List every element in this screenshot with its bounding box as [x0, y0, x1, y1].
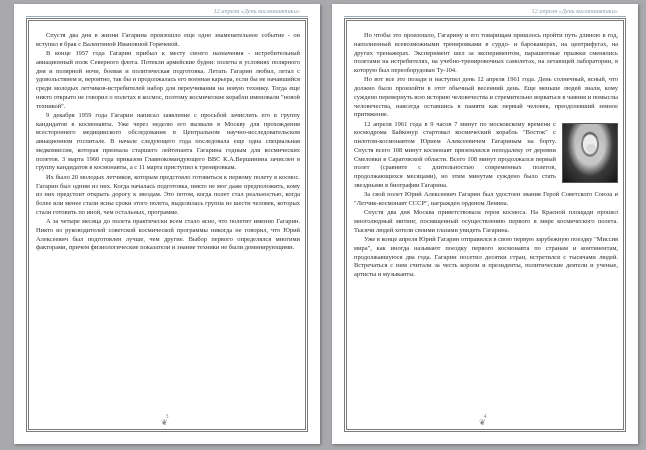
paragraph: А за четыре месяца до полета практически всем стало ясно, что полетит именно Гагарин. Никто из руководителей советской космической программы никогда не говорил, что Юрий Алексеевич был подготовлен лучше, чем другие. Выбор первого определялся многими факторами, причем физиологические показатели и знание техники не были доминирующими.: [36, 218, 300, 252]
running-header: 12 апреля «День космонавтики»: [531, 8, 618, 15]
paragraph: Но вот все это позади и наступил день 12 апреля 1961 года. День солнечный, ясный, что должно было произойти в этот обычный весенний день. Еще меньше людей знали, кому суждено перевернуть всю историю человечества и стремительно ворваться в чаяния и помыслы человечества, навсегда оставшись в памяти как первый человек, преодолевший земное притяжение.: [354, 76, 618, 119]
paragraph: Спустя два дня Москва приветствовала героя космоса. На Красной площади прошел многолюдный митинг, посвященный осуществлению первого в мире космического полета. Тысячи людей хотели своими глазами увидеть Гагарина.: [354, 209, 618, 234]
paragraph: В конце 1957 года Гагарин прибыл к месту своего назначения - истребительный авиационный полк Северного флота. Потекли армейские будни: полеты в условиях полярного дня и полярной ночи, боевая и политическая подготовка. Летать Гагарин любил, летал с удовольствием и, вероятно, так бы и продолжалась его военная карьера, если бы не начавшийся среди молодых летчиков-истребителей набор для переучивания на новую технику. Тогда еще никто открыто не говорил о полетах в космос, поэтому космические корабли именовали "новой техникой".: [36, 50, 300, 110]
page-body: [354, 32, 618, 281]
footer-ornament-icon: ❦: [161, 418, 168, 427]
page-number: 3: [165, 414, 169, 420]
paragraph: 12 апреля 1961 года в 9 часов 7 минут по московскому времени с космодрома Байконур стартовал космический корабль "Восток" с пилотом-космонавтом Юрием Алексеевичем Гагариным на борту. Спустя всего 108 минут космонавт приземлился неподалеку от деревни Смеловки в Саратовской области. Всего 108 минут продолжался первый полет (сравните с длительностью современных полетов, продолжающихся месяцами), но этим минутам суждено было стать звездными в биографии Гагарина.: [354, 120, 556, 189]
gagarin-portrait-photo: [562, 123, 618, 183]
header-rule: [344, 16, 626, 17]
paragraph: Спустя два дня в жизни Гагарина произошло еще одно знаменательное событие - он вступил в брак с Валентиной Ивановной Горячевой.: [36, 32, 300, 48]
running-header: 12 апреля «День космонавтики»: [213, 8, 300, 15]
paragraph: За свой полет Юрий Алексеевич Гагарин был удостоен звания Герой Советского Союза и "Летчик-космонавт СССР", награжден орденом Ленина.: [354, 191, 618, 208]
paragraph: Их было 20 молодых летчиков, которым предстояло готовиться к первому полету в космос. Гагарин был одним из них. Когда началась подготовка, никто не мог даже предположить, кому из них предстоит открыть дорогу к звездам. Это потом, когда полет стал реальностью, когда более или менее стали ясны сроки этого полета, выделилась группа из шести человек, которых стали готовить по иной, чем остальных, программе.: [36, 173, 300, 216]
footer-ornament-icon: ❦: [479, 418, 486, 427]
page-number: 4: [483, 414, 487, 420]
paragraph: Уже в конце апреля Юрий Гагарин отправился в свою первую зарубежную поездку "Миссия мира", как иногда называют поездку первого космонавта по странам и континентам, продолжавшуюся два года. Гагарин посетил десятки стран, встретился с тысячами людей. Встречаться с ним считали за честь короли и президенты, политические деятели и ученые, артисты и музыканты.: [354, 236, 619, 279]
paragraph: Но чтобы это произошло, Гагарину и его товарищам пришлось пройти путь длиною в год, наполненный всевозможными тренировками в сурдо- и барокамерах, на центрифугах, на других тренажерах. Эксперимент шел за экспериментом, парашютные прыжки сменялись полетами на истребителях, на учебно-тренировочных самолетах, на летающей лаборатории, в которую был переоборудован Ту-104.: [354, 32, 618, 74]
header-rule: [26, 16, 308, 17]
document-page-4: [332, 4, 638, 444]
document-page-3: [14, 4, 320, 444]
paragraph: 9 декабря 1959 года Гагарин написал заявление с просьбой зачислить его в группу кандидатов в космонавты. Уже через неделю его вызвали в Москву для прохождения всестороннего медицинского обследования в Центральном научно-исследовательском авиационном госпитале. В начале следующего года последовала еще одна специальная медкомиссия, которая признала старшего лейтенанта Гагарина годным для космических полетов. 3 марта 1960 года приказом Главнокомандующего ВВС К.А.Вершинина зачислен в группу кандидатов в космонавты, а с 11 марта приступил к тренировкам.: [36, 111, 300, 172]
page-body: [36, 32, 300, 254]
